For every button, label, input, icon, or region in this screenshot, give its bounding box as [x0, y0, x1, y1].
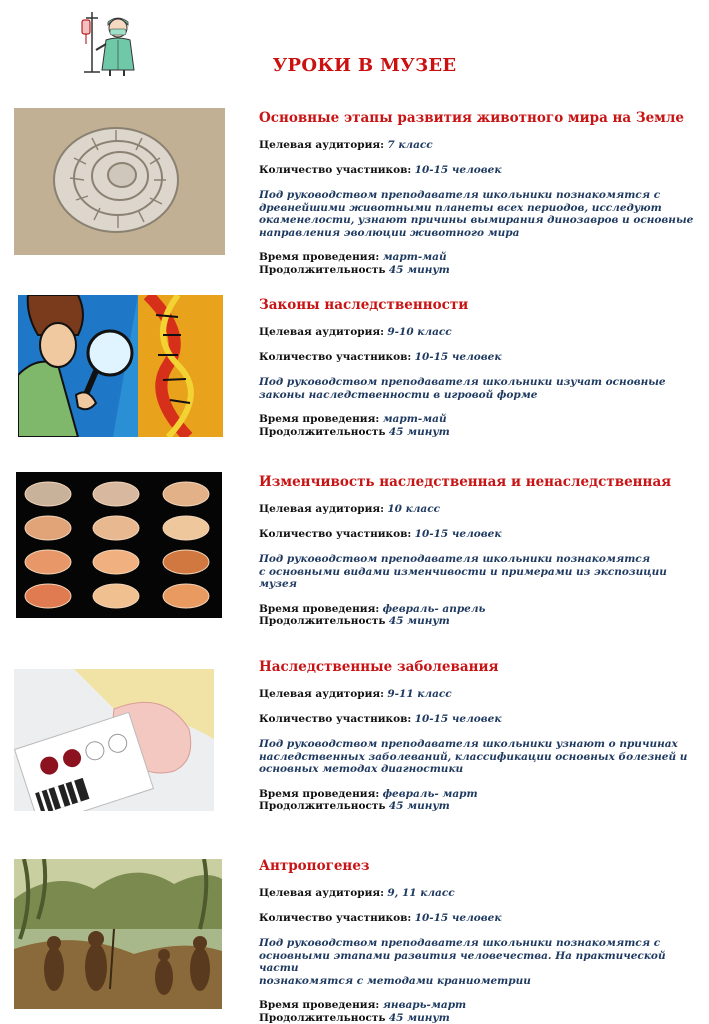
early-humans-painting-image	[14, 859, 222, 1009]
duration-value: 45 минут	[388, 615, 450, 627]
time-label: Время проведения:	[259, 251, 380, 263]
duration-row	[259, 800, 699, 813]
audience-row	[259, 326, 699, 339]
audience-label: Целевая аудитория:	[259, 503, 385, 515]
audience-row	[259, 887, 699, 900]
participants-value: 10-15 человек	[414, 713, 502, 725]
participants-label: Количество участников:	[259, 351, 412, 363]
participants-value: 10-15 человек	[414, 528, 502, 540]
audience-label: Целевая аудитория:	[259, 326, 385, 338]
time-row	[259, 413, 699, 426]
audience-value: 9-10 класс	[387, 326, 452, 338]
time-value: март-май	[382, 413, 447, 425]
duration-row	[259, 426, 699, 439]
lesson-description: Под руководством преподавателя школьники познакомятся с основными видами изменчивости и примерами из экспозиции музея	[259, 553, 667, 590]
audience-value: 7 класс	[387, 139, 433, 151]
duration-row	[259, 615, 699, 628]
time-value: март-май	[382, 251, 447, 263]
duration-label: Продолжительность	[259, 263, 386, 276]
lesson-description: Под руководством преподавателя школьники познакомятся с древнейшими животными планеты всех периодов, исследуют окаменелости, узнают причины вымирания динозавров и основные направления эволюции животного мира	[259, 189, 694, 239]
duration-row	[259, 264, 699, 277]
participants-value: 10-15 человек	[414, 351, 502, 363]
time-row	[259, 788, 699, 801]
magnifier-dna-image	[18, 295, 223, 437]
time-row	[259, 603, 699, 616]
lesson-description: Под руководством преподавателя школьники изучат основные законы наследственности в игровой форме	[259, 376, 666, 401]
duration-label: Продолжительность	[259, 800, 386, 812]
duration-value: 45 минут	[388, 800, 450, 812]
duration-value: 45 минут	[388, 1011, 450, 1024]
duration-value: 45 минут	[388, 425, 450, 438]
lesson-title: Законы наследственности	[259, 297, 469, 313]
audience-value: 9-11 класс	[387, 688, 452, 700]
participants-row	[259, 164, 699, 177]
time-row	[259, 251, 699, 264]
audience-value: 9, 11 класс	[387, 887, 455, 899]
participants-label: Количество участников:	[259, 528, 412, 540]
time-label: Время проведения:	[259, 787, 380, 800]
lesson-title: Антропогенез	[259, 858, 370, 874]
participants-label: Количество участников:	[259, 713, 412, 725]
participants-row	[259, 528, 699, 541]
participants-label: Количество участников:	[259, 164, 412, 176]
lesson-title: Основные этапы развития животного мира на Земле	[259, 110, 685, 126]
time-value: январь-март	[382, 999, 467, 1011]
audience-value: 10 класс	[387, 503, 441, 515]
participants-row	[259, 351, 699, 364]
time-label: Время проведения:	[259, 999, 380, 1011]
participants-value: 10-15 человек	[414, 164, 502, 176]
participants-row	[259, 713, 699, 726]
participants-value: 10-15 человек	[414, 912, 502, 924]
audience-row	[259, 503, 699, 516]
lesson-title: Изменчивость наследственная и ненаследственная	[259, 474, 672, 490]
duration-value: 45 минут	[388, 263, 450, 276]
audience-label: Целевая аудитория:	[259, 139, 385, 151]
shells-grid-image	[16, 472, 222, 618]
page-title: УРОКИ В МУЗЕЕ	[272, 55, 457, 76]
audience-label: Целевая аудитория:	[259, 688, 385, 700]
duration-row	[259, 1012, 699, 1024]
lesson-description: Под руководством преподавателя школьники узнают о причинах наследственных заболеваний, классификации основных болезней и основных методах диагностики	[259, 738, 688, 775]
baby-heel-test-image	[14, 669, 214, 811]
time-label: Время проведения:	[259, 602, 380, 615]
duration-label: Продолжительность	[259, 615, 386, 627]
lesson-description: Под руководством преподавателя школьники познакомятся с основными этапами развития человечества. На практической части познакомятся с методами краниометрии	[259, 937, 666, 987]
ammonite-fossil-image	[14, 108, 225, 255]
duration-label: Продолжительность	[259, 425, 386, 438]
participants-row	[259, 912, 699, 925]
audience-row	[259, 688, 699, 701]
audience-row	[259, 139, 699, 152]
time-value: февраль- март	[382, 787, 478, 800]
participants-label: Количество участников:	[259, 912, 412, 924]
lesson-title: Наследственные заболевания	[259, 659, 499, 675]
time-value: февраль- апрель	[382, 602, 486, 615]
audience-label: Целевая аудитория:	[259, 887, 385, 899]
time-row	[259, 999, 699, 1012]
duration-label: Продолжительность	[259, 1011, 386, 1024]
time-label: Время проведения:	[259, 413, 380, 425]
